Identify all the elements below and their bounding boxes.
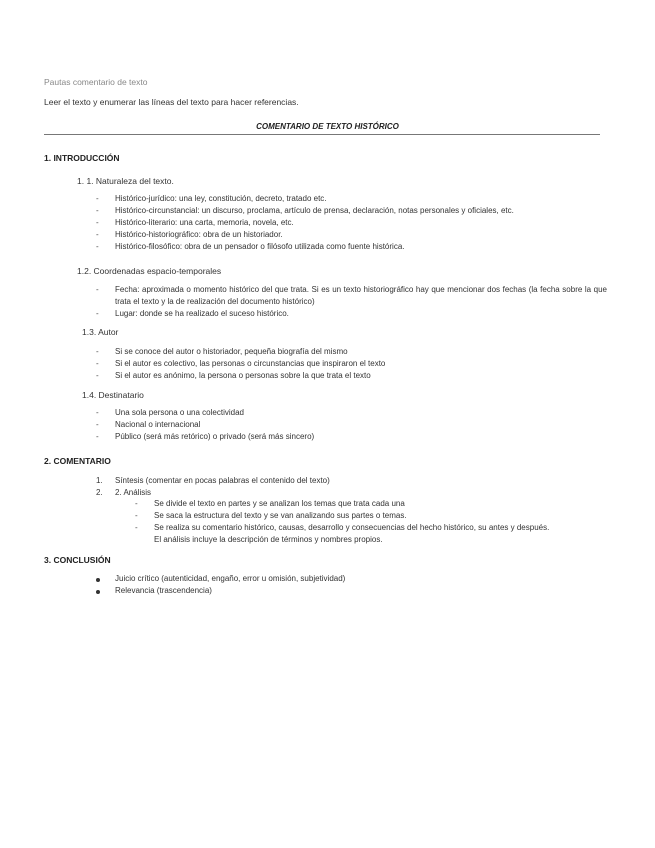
subsection-label-destinatario: 1.4. Destinatario bbox=[82, 390, 144, 400]
dash-marker: - bbox=[135, 523, 138, 532]
dash-marker: - bbox=[96, 218, 99, 227]
dash-marker: - bbox=[96, 408, 99, 417]
list-item-continuation: El análisis incluye la descripción de términos y nombres propios. bbox=[154, 535, 383, 544]
dash-marker: - bbox=[96, 371, 99, 380]
title-divider bbox=[44, 134, 600, 135]
list-item: Histórico-literario: una carta, memoria, novela, etc. bbox=[115, 218, 294, 227]
list-item: Histórico-jurídico: una ley, constitución, decreto, tratado etc. bbox=[115, 194, 327, 203]
list-item: Histórico-filosófico: obra de un pensador o filósofo utilizada como fuente histórica. bbox=[115, 242, 405, 251]
dash-marker: - bbox=[96, 230, 99, 239]
intro-paragraph: Leer el texto y enumerar las líneas del texto para hacer referencias. bbox=[44, 97, 299, 107]
dash-marker: - bbox=[96, 285, 99, 294]
list-item: Relevancia (trascendencia) bbox=[115, 586, 212, 595]
dash-marker: - bbox=[135, 511, 138, 520]
dash-marker: - bbox=[96, 194, 99, 203]
list-item: Histórico-circunstancial: un discurso, proclama, artículo de prensa, declaración, notas personales y oficiales, etc. bbox=[115, 206, 514, 215]
dash-marker: - bbox=[96, 420, 99, 429]
dash-marker: - bbox=[96, 242, 99, 251]
dash-marker: - bbox=[96, 347, 99, 356]
list-item: Una sola persona o una colectividad bbox=[115, 408, 244, 417]
section-heading-introduccion: 1. INTRODUCCIÓN bbox=[44, 153, 120, 163]
list-item: Se divide el texto en partes y se analizan los temas que trata cada una bbox=[154, 499, 405, 508]
document-title: COMENTARIO DE TEXTO HISTÓRICO bbox=[256, 122, 399, 131]
dash-marker: - bbox=[96, 206, 99, 215]
list-item: Fecha: aproximada o momento histórico del que trata. Si es un texto historiográfico hay que mencionar dos fechas (la fecha sobre la que trata el texto y la de realización del documento histórico) bbox=[115, 285, 607, 306]
bullet-marker bbox=[96, 590, 100, 594]
list-item: Nacional o internacional bbox=[115, 420, 201, 429]
section-heading-conclusion: 3. CONCLUSIÓN bbox=[44, 555, 111, 565]
list-item: Si el autor es anónimo, la persona o personas sobre la que trata el texto bbox=[115, 371, 371, 380]
list-item: Lugar: donde se ha realizado el suceso histórico. bbox=[115, 309, 289, 318]
list-item: Se saca la estructura del texto y se van analizando sus partes o temas. bbox=[154, 511, 407, 520]
list-number: 1. bbox=[96, 476, 103, 485]
bullet-marker bbox=[96, 578, 100, 582]
document-header: Pautas comentario de texto bbox=[44, 77, 148, 87]
list-item: Si se conoce del autor o historiador, pequeña biografía del mismo bbox=[115, 347, 348, 356]
list-item: Público (será más retórico) o privado (será más sincero) bbox=[115, 432, 315, 441]
list-item-sintesis: Síntesis (comentar en pocas palabras el contenido del texto) bbox=[115, 476, 330, 485]
section-heading-comentario: 2. COMENTARIO bbox=[44, 456, 111, 466]
dash-marker: - bbox=[96, 432, 99, 441]
list-item: Se realiza su comentario histórico, causas, desarrollo y consecuencias del hecho histórico, su antes y después. bbox=[154, 523, 550, 532]
subsection-label-naturaleza: 1. 1. Naturaleza del texto. bbox=[77, 176, 174, 186]
list-number: 2. bbox=[96, 488, 103, 497]
list-item: Histórico-historiográfico: obra de un historiador. bbox=[115, 230, 283, 239]
list-item: Si el autor es colectivo, las personas o circunstancias que inspiraron el texto bbox=[115, 359, 386, 368]
list-item-analisis: 2. Análisis bbox=[115, 488, 152, 497]
dash-marker: - bbox=[135, 499, 138, 508]
dash-marker: - bbox=[96, 309, 99, 318]
list-item: Juicio crítico (autenticidad, engaño, error u omisión, subjetividad) bbox=[115, 574, 346, 583]
subsection-label-coordenadas: 1.2. Coordenadas espacio-temporales bbox=[77, 266, 222, 276]
subsection-label-autor: 1.3. Autor bbox=[82, 327, 119, 337]
dash-marker: - bbox=[96, 359, 99, 368]
